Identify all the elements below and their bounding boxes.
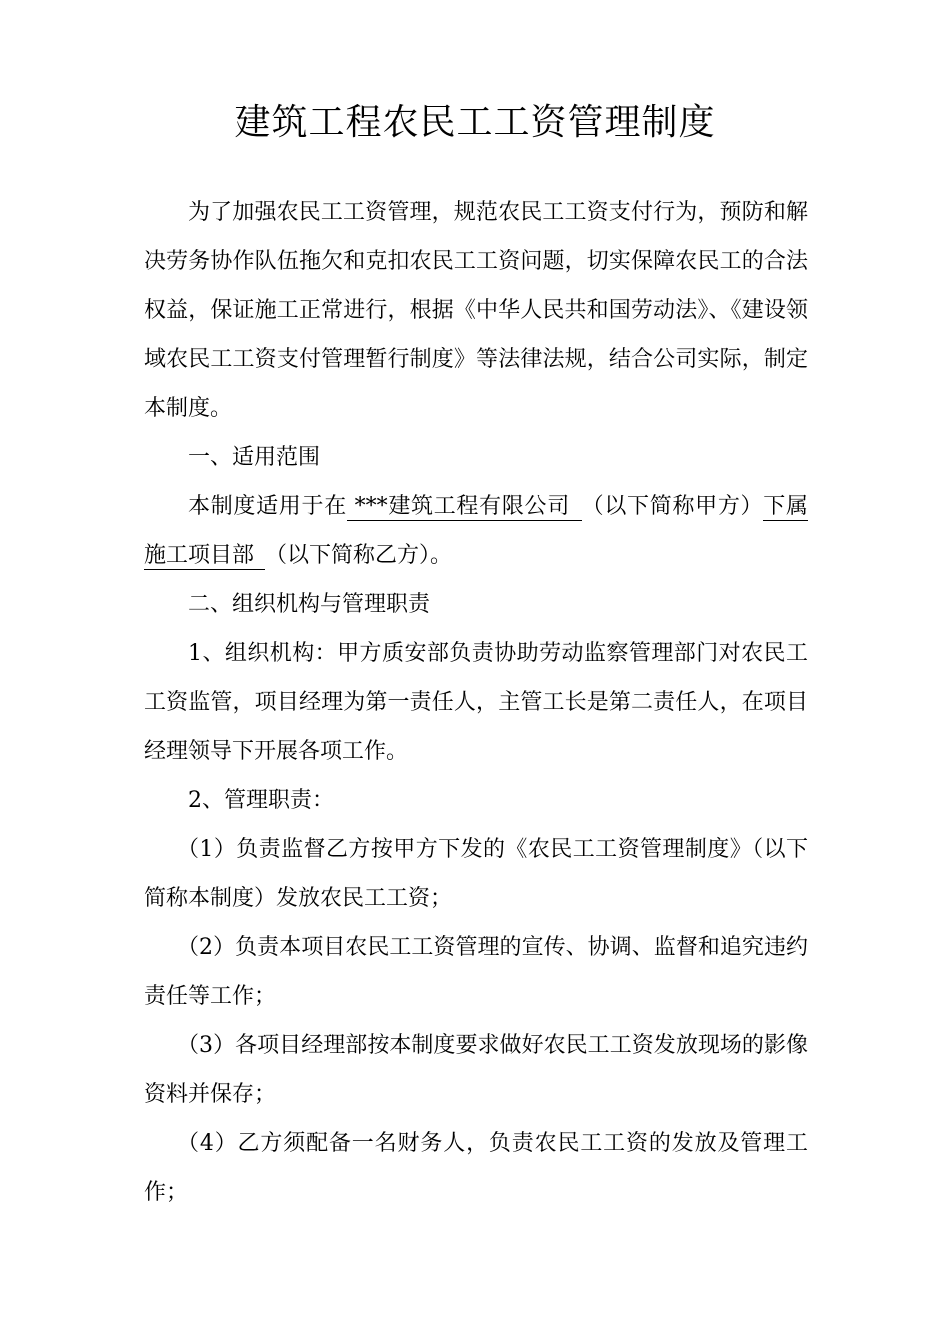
document-title: 建筑工程农民工工资管理制度 [234,102,716,143]
section-heading-scope: 一、适用范围 [188,445,321,470]
scope-prefix: 本制度适用于在 [188,494,347,519]
section-heading-organization: 二、组织机构与管理职责 [188,592,431,617]
duties-heading: 2、管理职责： [188,788,334,813]
duty-item: （1）负责监督乙方按甲方下发的《农民工工资管理制度》（以下简称本制度）发放农民工工资； [144,837,808,911]
scope-paragraph [144,482,808,580]
document-body [144,188,808,1217]
duty-item: （2）负责本项目农民工工资管理的宣传、协调、监督和追究违约责任等工作； [144,935,808,1009]
party-b-note: （以下简称乙方）。 [265,543,453,568]
intro-paragraph: 为了加强农民工工资管理，规范农民工工资支付行为，预防和解决劳务协作队伍拖欠和克扣农民工工资问题，切实保障农民工的合法权益，保证施工正常进行，根据《中华人民共和国劳动法》、《建设领域农民工工资支付管理暂行制度》等法律法规，结合公司实际，制定本制度。 [144,200,808,421]
org-structure-paragraph: 1、组织机构：甲方质安部负责协助劳动监察管理部门对农民工工资监管，项目经理为第一责任人，主管工长是第二责任人，在项目经理领导下开展各项工作。 [144,641,808,764]
party-a-note: （以下简称甲方） [581,494,764,519]
project-dept-underlined: 下属施工项目部 [144,494,808,568]
duty-item: （3）各项目经理部按本制度要求做好农民工工资发放现场的影像资料并保存； [144,1033,808,1107]
duty-item: （4）乙方须配备一名财务人，负责农民工工资的发放及管理工作； [144,1131,808,1205]
company-name-underlined: ***建筑工程有限公司 [347,494,582,521]
